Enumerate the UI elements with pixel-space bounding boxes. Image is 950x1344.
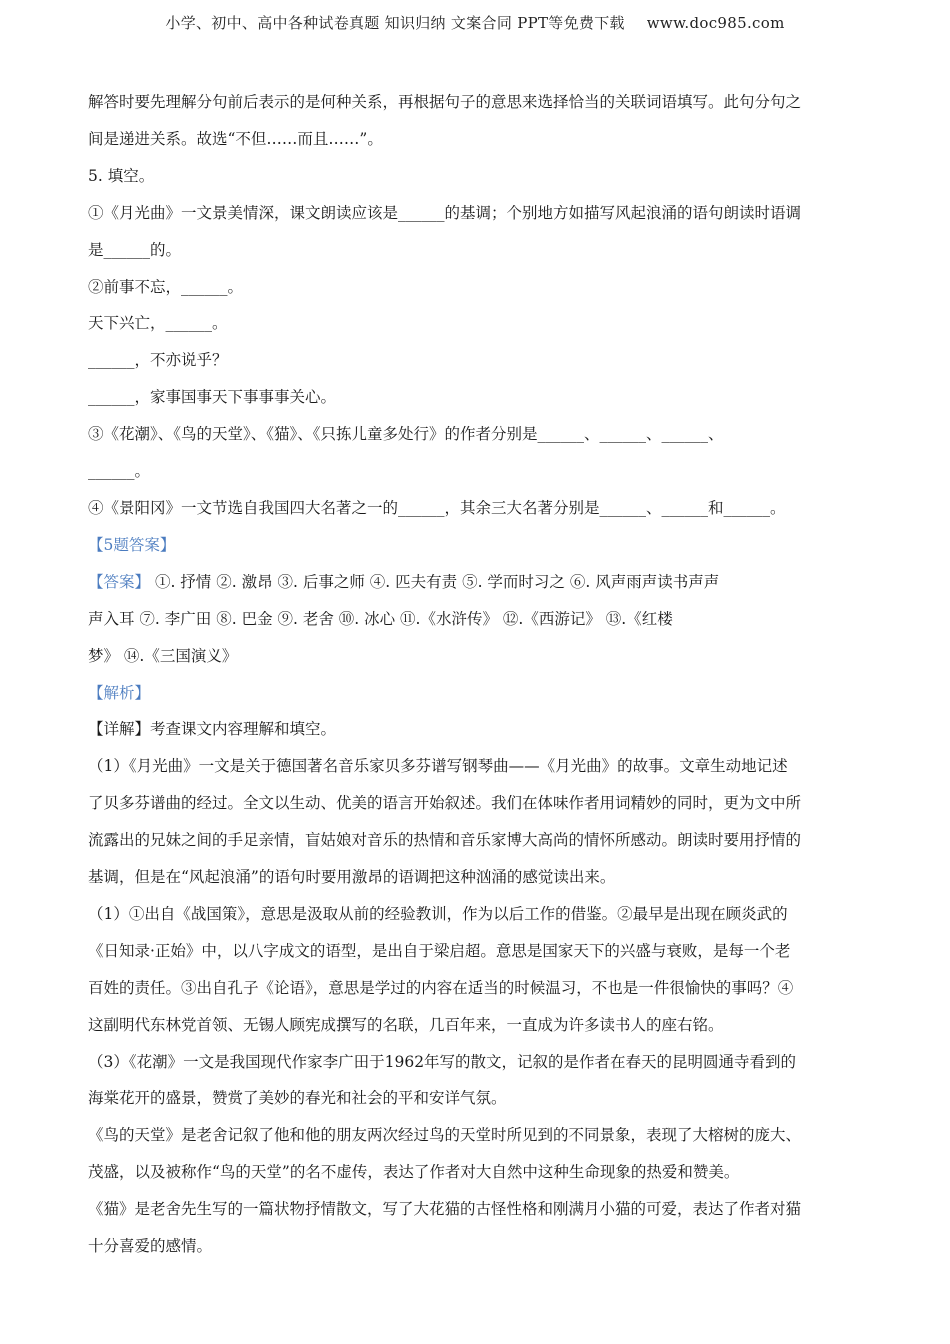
text-line: 海棠花开的盛景，赞赏了美妙的春光和社会的平和安详气氛。	[88, 1089, 507, 1108]
document-body	[88, 84, 868, 1265]
text-line: （1）《月光曲》一文是关于德国著名音乐家贝多芬谱写钢琴曲——《月光曲》的故事。文章生动地记述	[88, 757, 788, 776]
text-line: 茂盛，以及被称作“鸟的天堂”的名不虚传，表达了作者对大自然中这种生命现象的热爱和赞美。	[88, 1163, 740, 1182]
text-line: 百姓的责任。③出自孔子《论语》，意思是学过的内容在适当的时候温习，不也是一件很愉快的事吗？④	[88, 978, 794, 997]
text-line: 流露出的兄妹之间的手足亲情，盲姑娘对音乐的热情和音乐家博大高尚的情怀所感动。朗读时要用抒情的	[88, 831, 802, 850]
text-line: 基调，但是在“风起浪涌”的语句时要用激昂的语调把这种汹涌的感觉读出来。	[88, 868, 616, 887]
answer-items: ①. 抒情 ②. 激昂 ③. 后事之师 ④. 匹夫有责 ⑤. 学而时习之 ⑥. 风声雨声读书声声	[150, 572, 720, 591]
text-line: 是______的。	[88, 240, 182, 259]
text-line: 这副明代东林党首领、无锡人顾宪成撰写的名联，几百年来，一直成为许多读书人的座右铭。	[88, 1015, 724, 1034]
question-heading: 5. 填空。	[88, 166, 155, 185]
text-line: ______，不亦说乎？	[88, 351, 228, 370]
text-line: 《猫》是老舍先生写的一篇状物抒情散文，写了大花猫的古怪性格和刚满月小猫的可爱，表达了作者对猫	[88, 1200, 802, 1219]
text-line: 解答时要先理解分句前后表示的是何种关系，再根据句子的意思来选择恰当的关联词语填写。此句分句之	[88, 93, 802, 111]
text-line: ③《花潮》、《鸟的天堂》、《猫》、《只拣儿童多处行》的作者分别是______、______、______、	[88, 425, 724, 444]
text-line: ①《月光曲》一文景美情深，课文朗读应该是______的基调；个别地方如描写风起浪涌的语句朗读时语调	[88, 203, 802, 222]
text-line: ______。	[88, 462, 151, 481]
page-header	[0, 12, 950, 33]
answer-line	[88, 564, 868, 601]
header-site: www.doc985.com	[646, 14, 785, 32]
text-line: 《鸟的天堂》是老舍记叙了他和他的朋友两次经过鸟的天堂时所见到的不同景象，表现了大榕树的庞大、	[88, 1126, 802, 1145]
text-line: ②前事不忘，______。	[88, 277, 244, 296]
answer-label: 【答案】	[88, 572, 151, 591]
text-line: 十分喜爱的感情。	[88, 1237, 213, 1256]
answer-line: 声入耳 ⑦. 李广田 ⑧. 巴金 ⑨. 老舍 ⑩. 冰心 ⑪.《水浒传》 ⑫.《西游记》 ⑬.《红楼	[88, 609, 673, 628]
text-line: （3）《花潮》一文是我国现代作家李广田于1962年写的散文，记叙的是作者在春天的昆明圆通寺看到的	[88, 1052, 797, 1071]
text-line: ④《景阳冈》一文节选自我国四大名著之一的______，其余三大名著分别是______、______和______。	[88, 498, 786, 517]
analysis-label: 【解析】	[88, 683, 151, 702]
text-line: 【详解】考查课文内容理解和填空。	[88, 720, 337, 739]
text-line: （1）①出自《战国策》，意思是汲取从前的经验教训，作为以后工作的借鉴。②最早是出现在顾炎武的	[88, 904, 788, 923]
text-line: 天下兴亡，______。	[88, 314, 228, 333]
answer-line: 梦》 ⑭.《三国演义》	[88, 646, 238, 665]
text-line: ______，家事国事天下事事事关心。	[88, 388, 337, 407]
text-line: 《日知录·正始》中，以八字成文的语型，是出自于梁启超。意思是国家天下的兴盛与衰败，是每一个老	[88, 941, 791, 960]
answer-section-label: 【5题答案】	[88, 535, 176, 554]
header-text: 小学、初中、高中各种试卷真题 知识归纳 文案合同 PPT等免费下载	[165, 14, 625, 32]
text-line: 了贝多芬谱曲的经过。全文以生动、优美的语言开始叙述。我们在体味作者用词精妙的同时，更为文中所	[88, 794, 802, 813]
text-line: 间是递进关系。故选“不但……而且……”。	[88, 129, 383, 148]
